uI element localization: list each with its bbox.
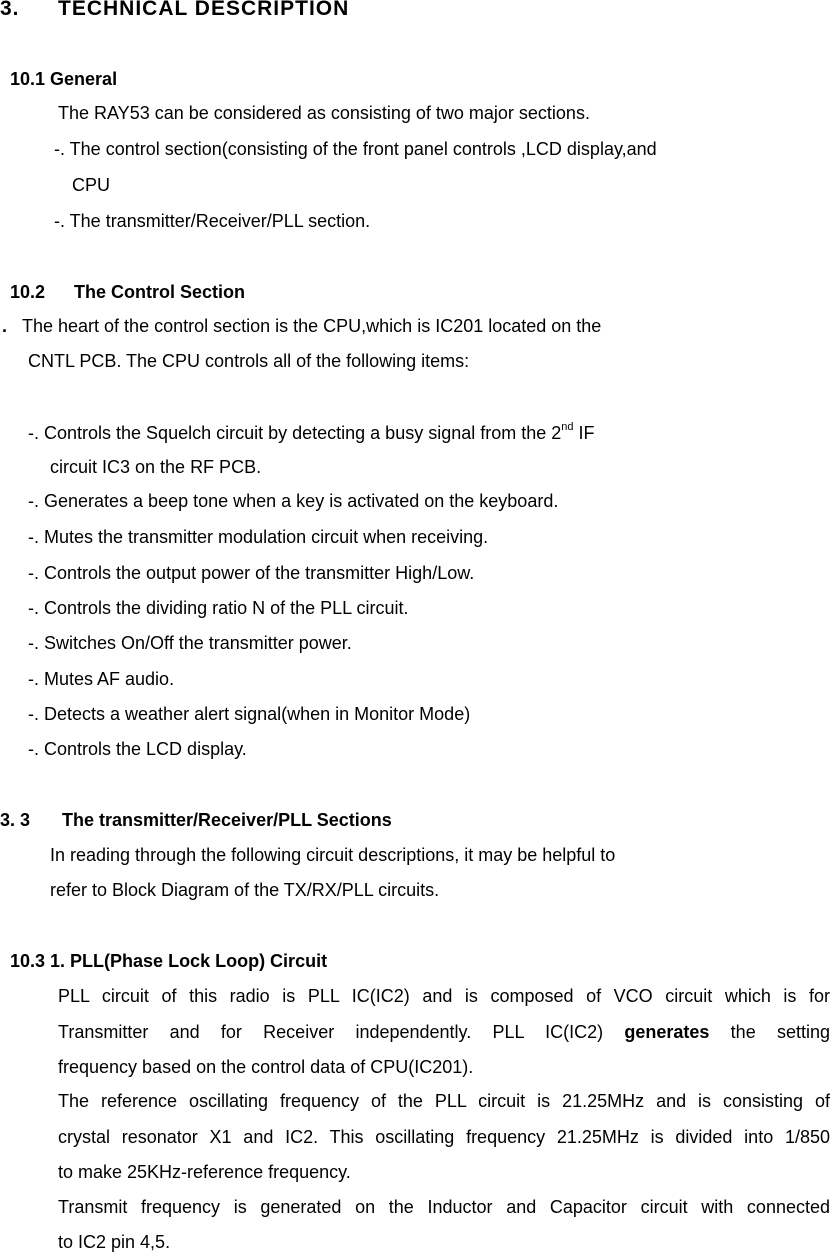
- control-item: -. Controls the dividing ratio N of the PLL circuit.: [28, 598, 409, 618]
- section-number: 3.: [0, 0, 20, 20]
- control-item-text: IF: [573, 423, 595, 443]
- general-line: -. The control section(consisting of the front panel controls ,LCD display,and: [54, 139, 657, 159]
- general-line: CPU: [72, 175, 111, 195]
- control-item: -. Mutes the transmitter modulation circuit when receiving.: [28, 527, 489, 547]
- page-title: TECHNICAL DESCRIPTION: [58, 0, 350, 20]
- control-item: -. Controls the LCD display.: [28, 739, 247, 759]
- bullet-dot: .: [2, 316, 8, 336]
- pll-text: the setting: [709, 1022, 831, 1042]
- pll-paragraph-line: to IC2 pin 4,5.: [58, 1232, 171, 1252]
- pll-bold-word: generates: [624, 1022, 710, 1042]
- control-item: [28, 422, 595, 444]
- control-item: -. Generates a beep tone when a key is activated on the keyboard.: [28, 491, 559, 511]
- heading-3-3-number: 3. 3: [0, 810, 31, 830]
- control-item: -. Mutes AF audio.: [28, 669, 175, 689]
- heading-10-3-1: 10.3 1. PLL(Phase Lock Loop) Circuit: [10, 951, 328, 971]
- heading-10-2-text: The Control Section: [74, 282, 245, 302]
- pll-paragraph-line: frequency based on the control data of CPU(IC201).: [58, 1057, 474, 1077]
- control-item: -. Detects a weather alert signal(when in Monitor Mode): [28, 704, 471, 724]
- pll-paragraph-line: The reference oscillating frequency of the PLL circuit is 21.25MHz and is consisting of: [58, 1091, 830, 1111]
- heading-3-3-text: The transmitter/Receiver/PLL Sections: [62, 810, 392, 830]
- general-line: -. The transmitter/Receiver/PLL section.: [54, 211, 371, 231]
- pll-paragraph-line: to make 25KHz-reference frequency.: [58, 1162, 351, 1182]
- control-intro-line: CNTL PCB. The CPU controls all of the following items:: [28, 351, 470, 371]
- control-item-text: -. Controls the Squelch circuit by detecting a busy signal from the 2: [28, 423, 562, 443]
- pll-text: Transmitter and for Receiver independently. PLL IC(IC2): [58, 1022, 625, 1042]
- control-item-continuation: circuit IC3 on the RF PCB.: [50, 457, 262, 477]
- pll-paragraph-line: [58, 1021, 830, 1043]
- superscript-nd: nd: [561, 421, 574, 433]
- pll-paragraph-line: Transmit frequency is generated on the Inductor and Capacitor circuit with connected: [58, 1197, 830, 1217]
- control-item: -. Switches On/Off the transmitter power.: [28, 633, 352, 653]
- sections-line: In reading through the following circuit descriptions, it may be helpful to: [50, 845, 616, 865]
- sections-line: refer to Block Diagram of the TX/RX/PLL circuits.: [50, 880, 440, 900]
- control-intro-line: The heart of the control section is the CPU,which is IC201 located on the: [22, 316, 602, 336]
- general-line: The RAY53 can be considered as consisting of two major sections.: [58, 103, 590, 123]
- pll-paragraph-line: PLL circuit of this radio is PLL IC(IC2) and is composed of VCO circuit which is for: [58, 986, 830, 1006]
- control-item: -. Controls the output power of the transmitter High/Low.: [28, 563, 475, 583]
- heading-10-2-number: 10.2: [10, 282, 46, 302]
- pll-paragraph-line: crystal resonator X1 and IC2. This oscillating frequency 21.25MHz is divided into 1/850: [58, 1127, 830, 1147]
- heading-10-1: 10.1 General: [10, 69, 118, 89]
